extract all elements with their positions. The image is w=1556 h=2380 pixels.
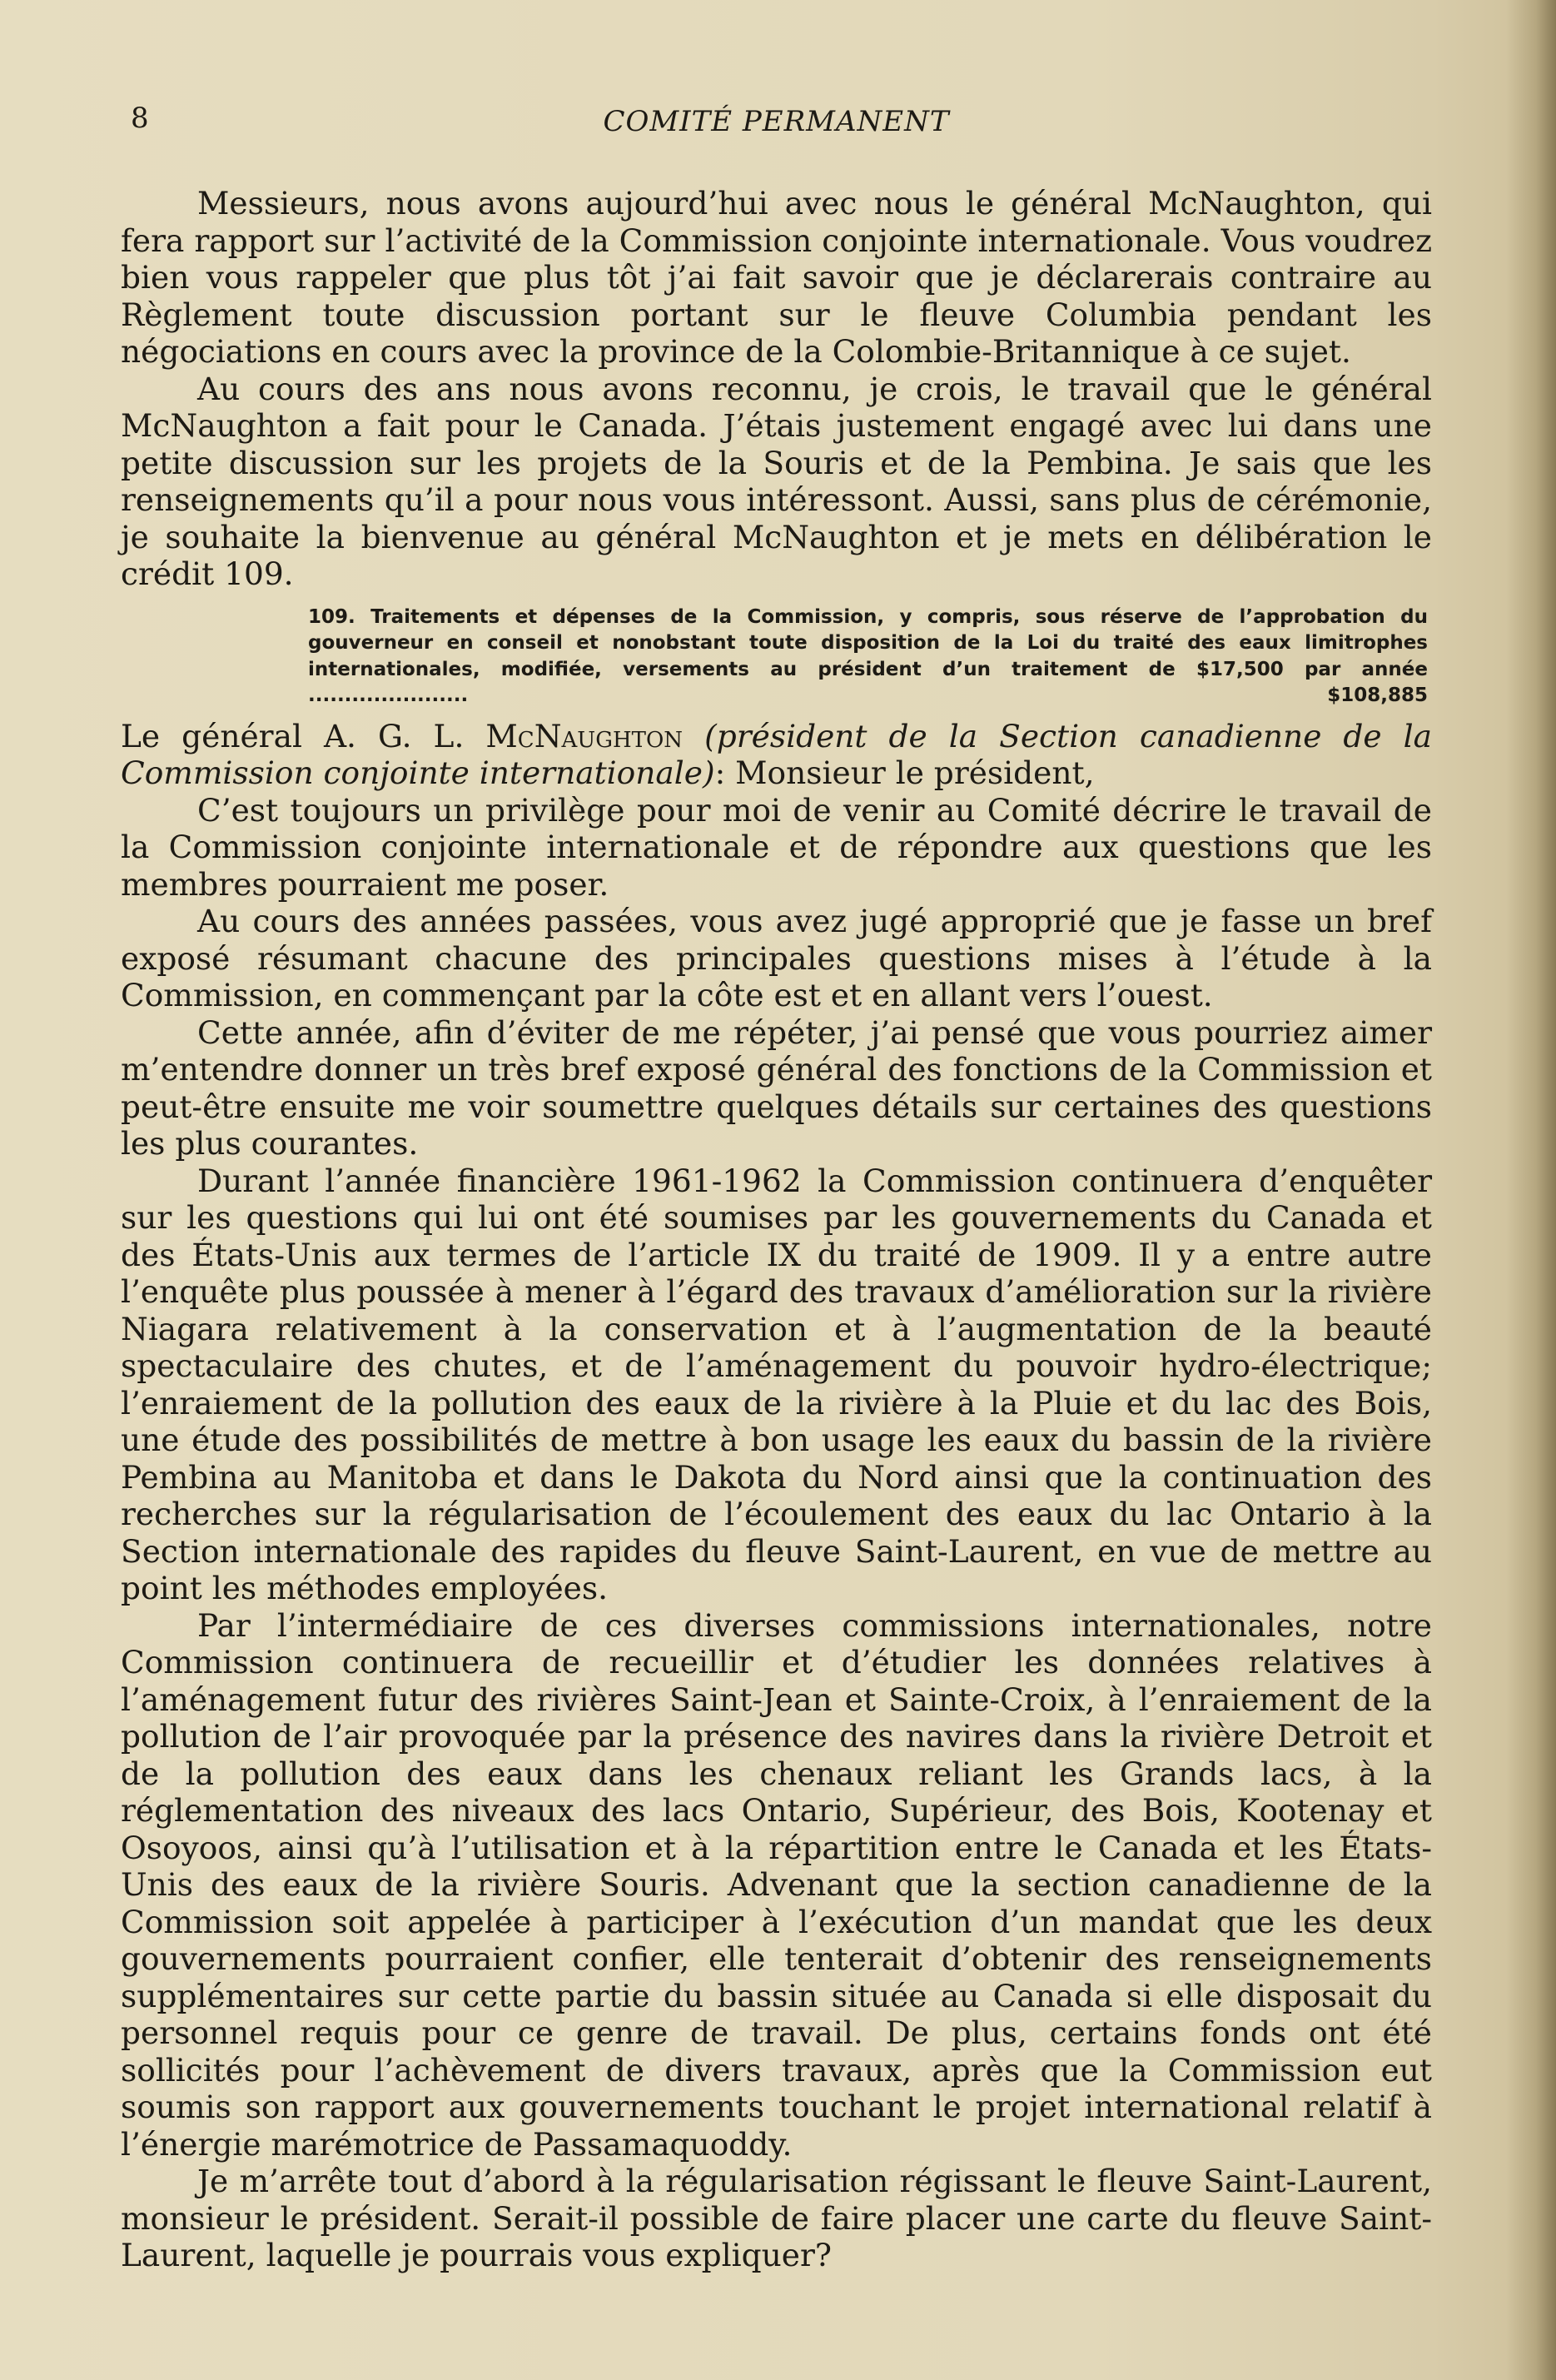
speaker-prefix: Le général A. G. L. <box>121 717 486 754</box>
page-number: 8 <box>131 102 149 135</box>
vote-item-text: 109. Traitements et dépenses de la Commission, y compris, sous réserve de l’approbation du gouverneur en conseil et nonobstant toute disposition de la Loi du traité des eaux limitrophes internationales, modifiée, versements au président d’un traitement de $17,500 par année ...................... <box>308 605 1428 706</box>
paragraph-privilege: C’est toujours un privilège pour moi de venir au Comité décrire le travail de la Commission conjointe internationale et de répondre aux questions que les membres pourraient me poser. <box>121 791 1432 903</box>
speaker-role: (président de la Section canadienne de la Commission conjointe internationale) <box>121 717 1432 791</box>
running-head: COMITÉ PERMANENT <box>603 105 950 138</box>
paragraph-this-year: Cette année, afin d’éviter de me répéter, j’ai pensé que vous pourriez aimer m’entendre donner un très bref exposé général des fonctions de la Commission et peut-être ensuite me voir soumettre quelques détails sur certaines des questions les plus courantes. <box>121 1013 1432 1162</box>
speaker-address: : Monsieur le président, <box>714 754 1095 791</box>
speaker-name: McNaughton <box>485 717 684 754</box>
page-header <box>121 102 1432 152</box>
paragraph-welcome: Au cours des ans nous avons reconnu, je crois, le travail que le général McNaughton a fait pour le Canada. J’étais justement engagé avec lui dans une petite discussion sur les projets de la Souris et de la Pembina. Je sais que les renseignements qu’il a pour nous vous intéressont. Aussi, sans plus de cérémonie, je souhaite la bienvenue au général McNaughton et je mets en délibération le crédit 109. <box>121 370 1432 592</box>
speaker-line <box>121 718 1432 792</box>
vote-item-amount: $108,885 <box>1327 685 1428 706</box>
paragraph-fiscal-year: Durant l’année financière 1961-1962 la Commission continuera d’enquêter sur les questions qui lui ont été soumises par les gouvernements du Canada et des États-Unis aux termes de l’article IX du traité de 1909. Il y a entre autre l’enquête plus poussée à mener à l’égard des travaux d’amélioration sur la rivière Niagara relativement à la conservation et à l’augmentation de la beauté spectaculaire des chutes, et de l’aménagement du pouvoir hydro-électrique; l’enraiement de la pollution des eaux de la rivière à la Pluie et du lac des Bois, une étude des possibilités de mettre à bon usage les eaux du bassin de la rivière Pembina au Manitoba et dans le Dakota du Nord ainsi que la continuation des recherches sur la régularisation de l’écoulement des eaux du lac Ontario à la Section internationale des rapides du fleuve Saint-Laurent, en vue de mettre au point les méthodes employées. <box>121 1162 1432 1606</box>
paragraph-commissions: Par l’intermédiaire de ces diverses commissions internationales, notre Commission continuera de recueillir et d’étudier les données relatives à l’aménagement futur des rivières Saint-Jean et Sainte-Croix, à l’enraiement de la pollution de l’air provoquée par la présence des navires dans la rivière Detroit et de la pollution des eaux dans les chenaux reliant les Grands lacs, à la réglementation des niveaux des lacs Ontario, Supérieur, des Bois, Kootenay et Osoyoos, ainsi qu’à l’utilisation et à la répartition entre le Canada et les États-Unis des eaux de la rivière Souris. Advenant que la section canadienne de la Commission soit appelée à participer à l’exécution d’un mandat que les deux gouvernements pourraient confier, elle tenterait d’obtenir des renseignements supplémentaires sur cette partie du bassin située au Canada si elle disposait du personnel requis pour ce genre de travail. De plus, certains fonds ont été sollicités pour l’achèvement de divers travaux, après que la Commission eut soumis son rapport aux gouvernements touchant le projet international relatif à l’énergie marémotrice de Passamaquoddy. <box>121 1606 1432 2163</box>
page-content <box>121 102 1432 2274</box>
paragraph-intro: Messieurs, nous avons aujourd’hui avec nous le général McNaughton, qui fera rapport sur l’activité de la Commission conjointe internationale. Vous voudrez bien vous rappeler que plus tôt j’ai fait savoir que je déclarerais contraire au Règlement toute discussion portant sur le fleuve Columbia pendant les négociations en cours avec la province de la Colombie-Britannique à ce sujet. <box>121 185 1432 370</box>
paragraph-past-years: Au cours des années passées, vous avez jugé approprié que je fasse un bref exposé résumant chacune des principales questions mises à l’étude à la Commission, en commençant par la côte est et en allant vers l’ouest. <box>121 903 1432 1013</box>
vote-item-109 <box>308 605 1428 710</box>
page-spine-shadow <box>1506 0 1556 2380</box>
paragraph-saint-laurent: Je m’arrête tout d’abord à la régularisation régissant le fleuve Saint-Laurent, monsieur le président. Serait-il possible de faire placer une carte du fleuve Saint-Laurent, laquelle je pourrais vous expliquer? <box>121 2163 1432 2273</box>
